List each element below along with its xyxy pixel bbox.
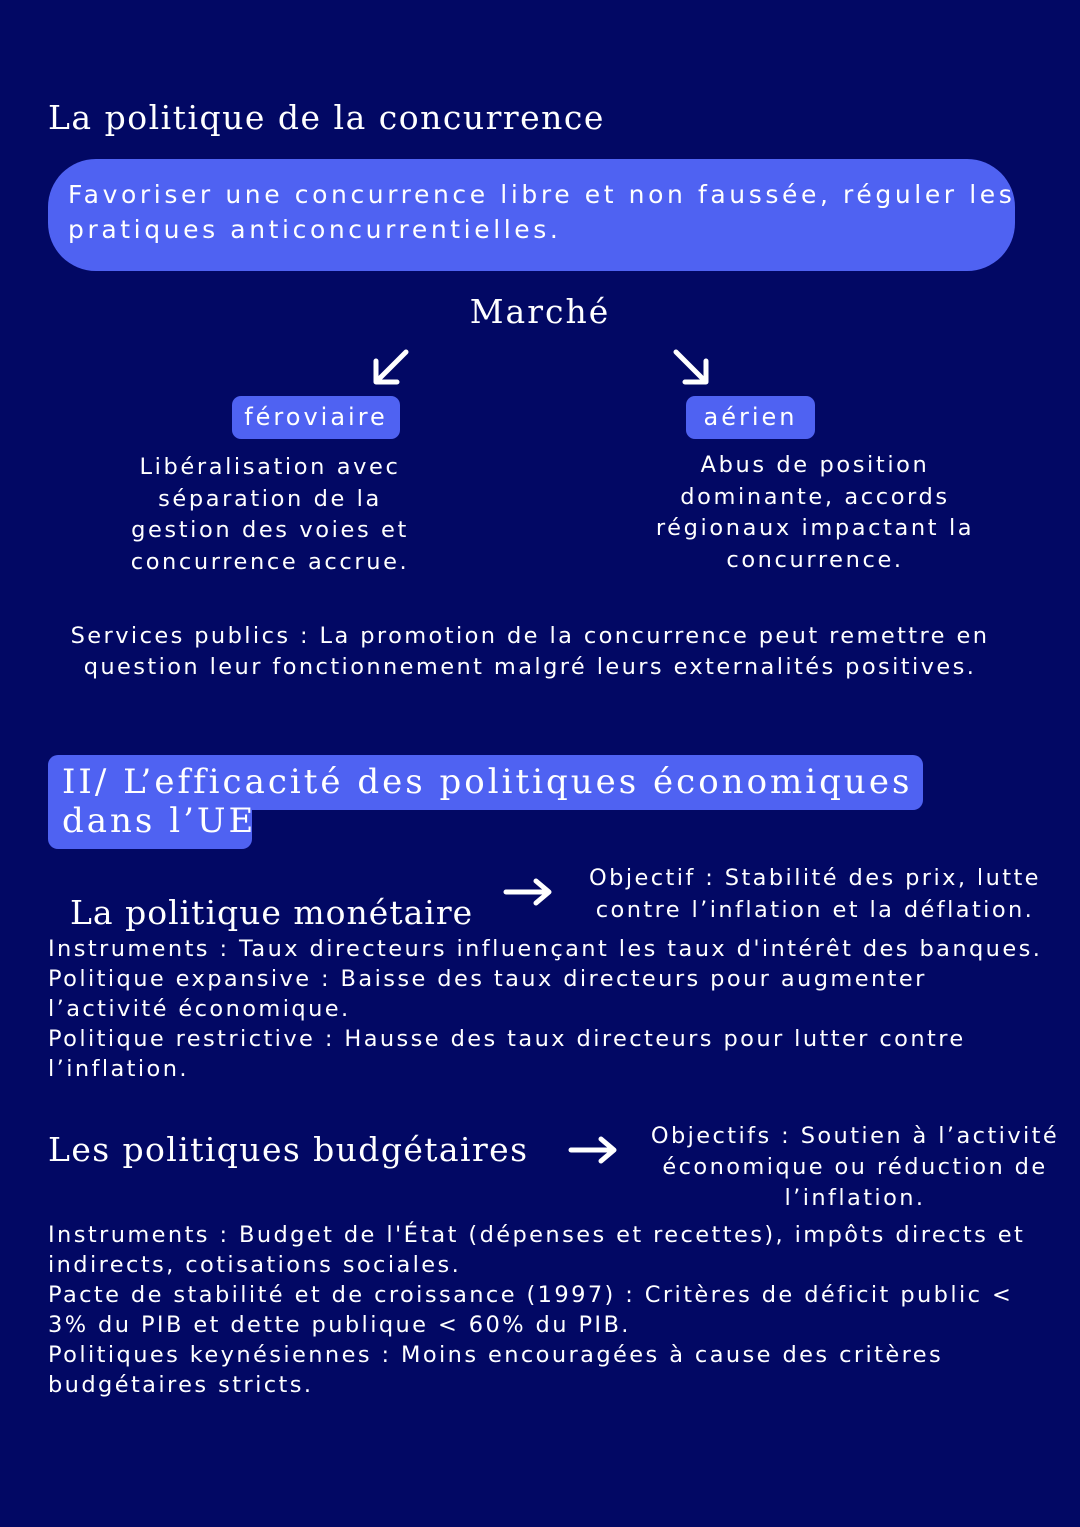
arrow-right-icon [503,878,553,906]
competition-banner [48,159,1015,271]
monetary-objective-line-2: contre l’inflation et la déflation. [595,897,1035,923]
air-line: Abus de position [700,452,930,478]
monetary-line: Instruments : Taux directeurs influençant les taux d'intérêt des banques. [48,936,1043,962]
banner-line-1: Favoriser une concurrence libre et non faussée, réguler les [68,180,1016,209]
rail-line: séparation de la [158,485,382,512]
monetary-line: Politique expansive : Baisse des taux directeurs pour augmenter [48,966,927,992]
rail-line: Libéralisation avec [139,454,401,480]
air-description [630,450,1000,576]
air-line: dominante, accords [680,483,950,510]
rail-description [95,452,445,578]
monetary-details [48,934,1042,1084]
air-line: régionaux impactant la [655,515,975,541]
budget-title: Les politiques budgétaires [48,1130,529,1169]
budget-line: Instruments : Budget de l'État (dépenses et recettes), impôts directs et [48,1222,1026,1248]
banner-line-2: pratiques anticoncurrentielles. [68,215,562,244]
arrow-down-left-icon [368,344,414,390]
budget-objective-line: Objectifs : Soutien à l’activité [650,1123,1060,1149]
market-label: Marché [469,292,611,331]
monetary-title: La politique monétaire [70,893,474,932]
rail-line: concurrence accrue. [130,548,410,575]
air-tag: aérien [686,396,815,439]
arrow-right-icon [568,1136,618,1164]
monetary-line: l’inflation. [48,1056,189,1082]
competition-title: La politique de la concurrence [48,98,605,137]
monetary-line: l’activité économique. [48,996,351,1022]
section-heading-line-2: dans l’UE [62,801,257,841]
monetary-line: Politique restrictive : Hausse des taux directeurs pour lutter contre [48,1026,966,1052]
monetary-objective-line-1: Objectif : Stabilité des prix, lutte [589,865,1041,891]
budget-objective [630,1121,1080,1214]
budget-line: indirects, cotisations sociales. [48,1252,462,1278]
budget-line: Pacte de stabilité et de croissance (1997) : Critères de déficit public < [48,1282,1014,1308]
services-line-1: Services publics : La promotion de la concurrence peut remettre en [70,623,990,649]
rail-tag: féroviaire [232,396,400,439]
budget-objective-line: économique ou réduction de [662,1154,1048,1180]
budget-line: budgétaires stricts. [48,1372,314,1398]
air-line: concurrence. [726,546,904,573]
budget-line: 3% du PIB et dette publique < 60% du PIB. [48,1312,631,1338]
public-services-note [0,621,1060,683]
budget-objective-line: l’inflation. [784,1185,926,1211]
services-line-2: question leur fonctionnement malgré leurs externalités positives. [83,654,977,680]
arrow-down-right-icon [668,344,714,390]
section-heading [62,763,912,841]
monetary-objective [560,862,1070,926]
rail-line: gestion des voies et [131,517,409,543]
section-heading-line-1: II/ L’efficacité des politiques économiques [62,762,913,802]
budget-line: Politiques keynésiennes : Moins encouragées à cause des critères [48,1342,944,1368]
budget-details [48,1220,1025,1400]
